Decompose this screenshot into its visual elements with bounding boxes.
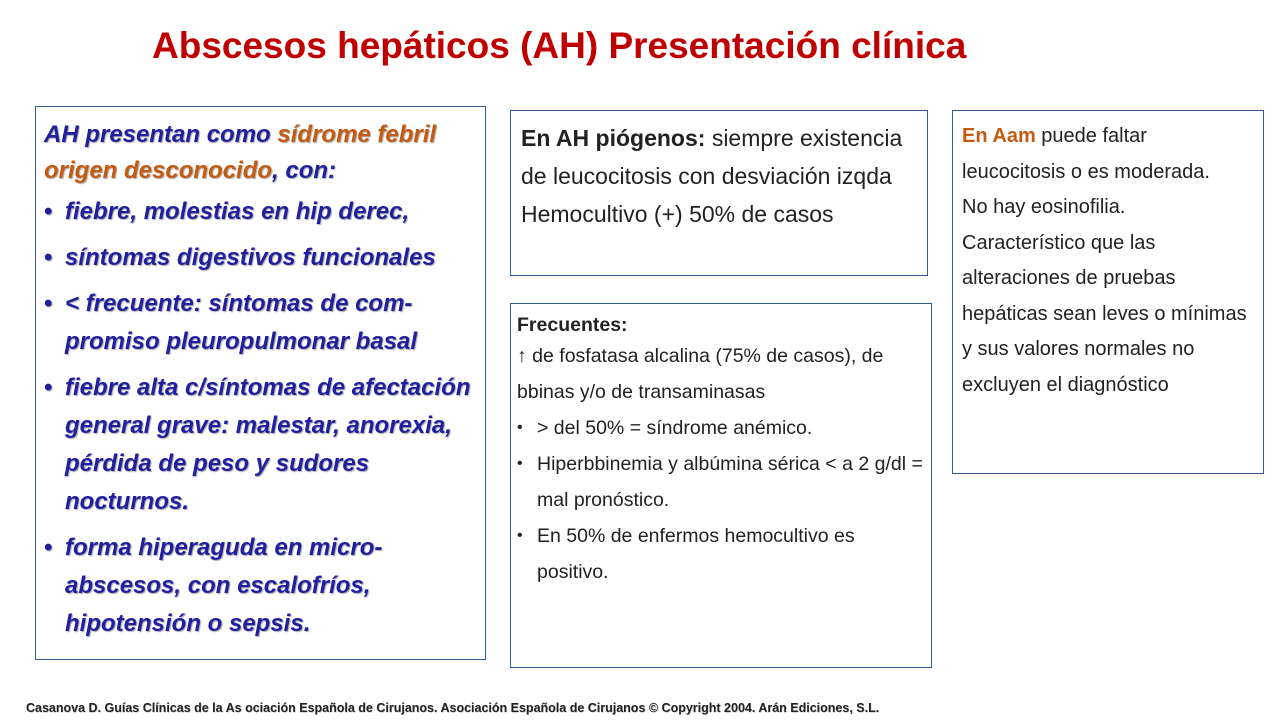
- piogenos-box: [510, 110, 928, 276]
- bullet-icon: •: [44, 244, 53, 271]
- list-item: • síntomas digestivos funcionales: [44, 239, 477, 277]
- list-item: • fiebre, molestias en hip derec,: [44, 193, 477, 231]
- aam-lead: En Aam: [962, 125, 1036, 147]
- citation-footer: Casanova D. Guías Clínicas de la As ociación Española de Cirujanos. Asociación Española de Cirujanos © Copyright 2004. Arán Ediciones, S.L.: [26, 701, 880, 715]
- bullet-icon: •: [44, 534, 53, 561]
- list-item: • fiebre alta c/síntomas de afectación general grave: malestar, anorexia, pérdida de peso y sudores nocturnos.: [44, 369, 477, 521]
- bullet-icon: •: [517, 419, 523, 436]
- bullet-icon: •: [44, 290, 53, 317]
- slide-title: Abscesos hepáticos (AH) Presentación clínica: [152, 25, 967, 66]
- list-item: • Hiperbbinemia y albúmina sérica < a 2 g/dl = mal pronóstico.: [517, 446, 925, 518]
- presentation-box: [35, 106, 486, 660]
- list-item: • > del 50% = síndrome anémico.: [517, 410, 925, 446]
- aam-text-1: puede faltar leucocitosis o es moderada.: [962, 125, 1210, 183]
- frecuentes-heading: Frecuentes:: [517, 314, 628, 336]
- intro-highlight: sídrome febril origen desconocido: [44, 121, 437, 184]
- bullet-icon: •: [44, 198, 53, 225]
- intro-part2: , con:: [272, 157, 337, 184]
- piogenos-lead: En AH piógenos:: [521, 125, 706, 151]
- aam-paragraph: [962, 119, 1254, 190]
- bullet-icon: •: [517, 527, 523, 544]
- bullet-icon: •: [44, 374, 53, 401]
- aam-text-2: No hay eosinofilia.: [962, 196, 1126, 218]
- intro-part1: AH presentan como: [44, 121, 271, 148]
- aam-text-3: Característico que las alteraciones de pruebas hepáticas sean leves o mínimas y sus valores normales no excluyen el diagnóstico: [962, 231, 1247, 396]
- list-item: • forma hiperaguda en micro-abscesos, con escalofríos, hipotensión o sepsis.: [44, 529, 477, 643]
- frecuentes-list: [517, 410, 925, 590]
- frecuentes-box: [510, 303, 932, 668]
- symptom-list: [44, 193, 477, 643]
- piogenos-text: siempre existencia de leucocitosis con desviación izqda Hemocultivo (+) 50% de casos: [521, 125, 903, 227]
- bullet-icon: •: [517, 455, 523, 472]
- frecuentes-text: ↑ de fosfatasa alcalina (75% de casos), de bbinas y/o de transaminasas: [517, 345, 884, 403]
- list-item: • En 50% de enfermos hemocultivo es positivo.: [517, 518, 925, 590]
- intro-text: [44, 117, 477, 189]
- aam-box: [952, 110, 1264, 474]
- list-item: • < frecuente: síntomas de com-promiso pleuropulmonar basal: [44, 285, 477, 361]
